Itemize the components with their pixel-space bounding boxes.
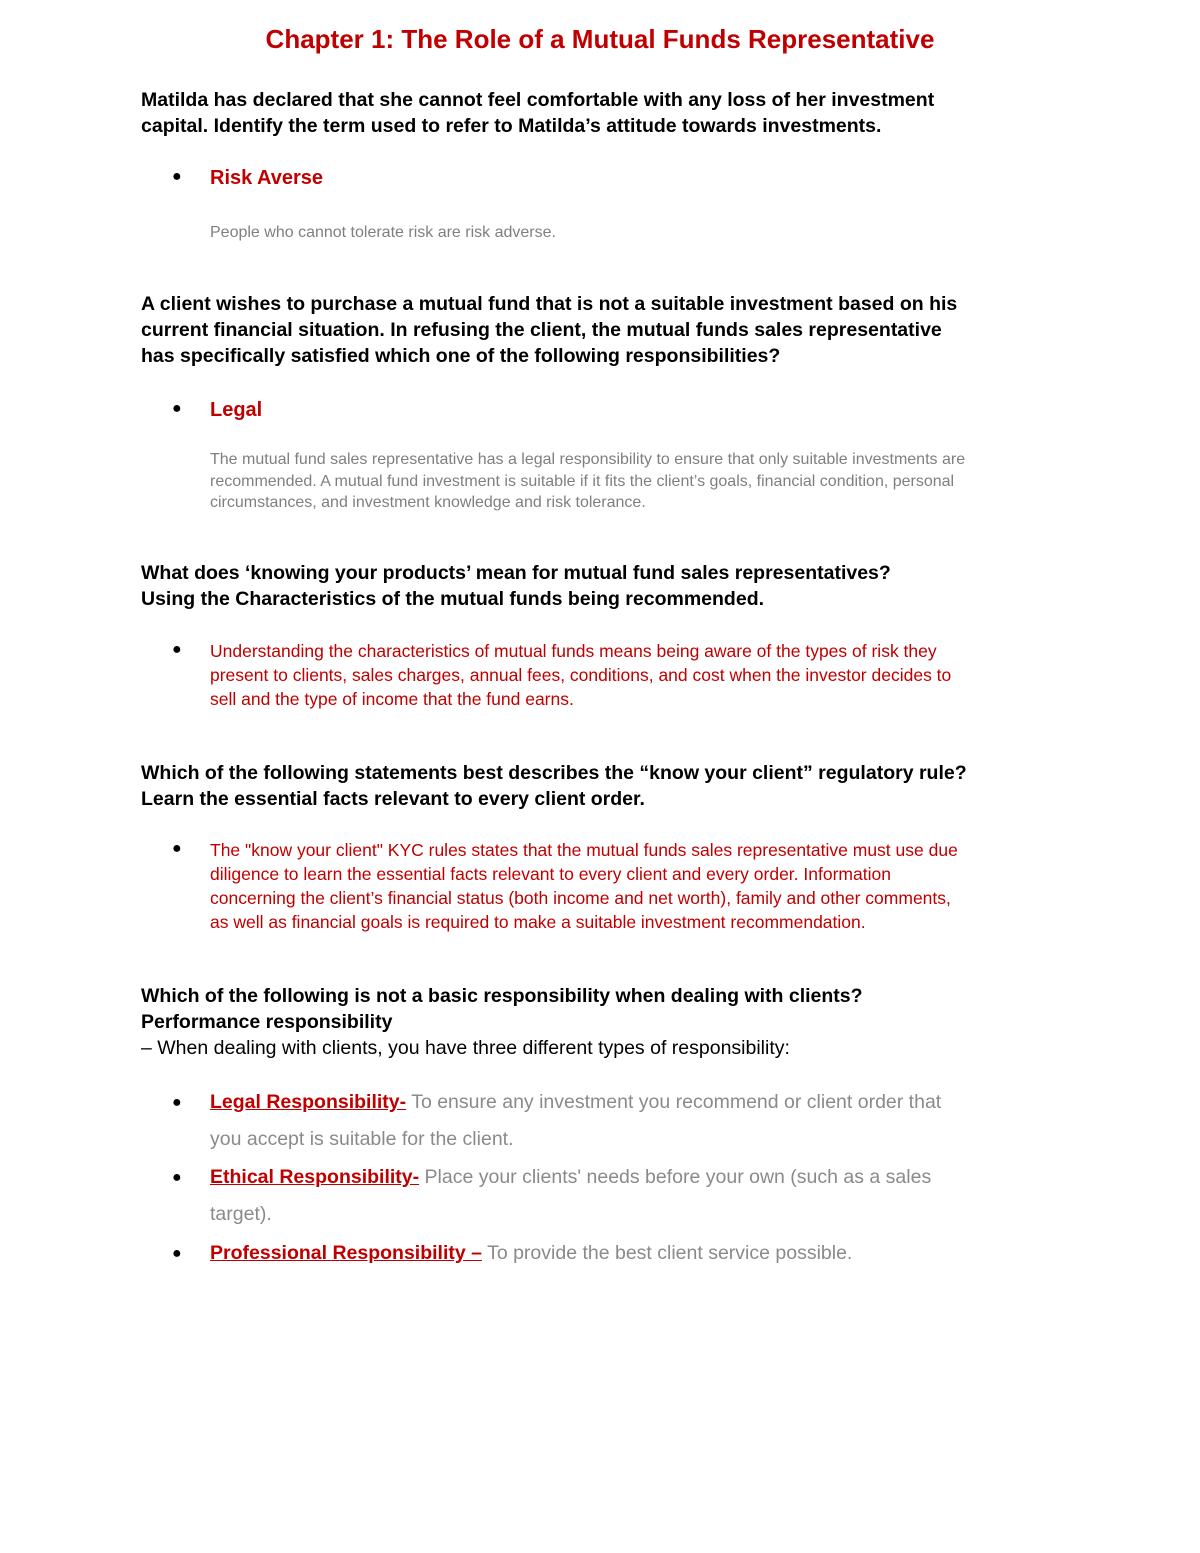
- answer-3-line-3: sell and the type of income that the fund earns.: [210, 689, 574, 709]
- answer-4-line-3: concerning the client’s financial status (both income and net worth), family and other comments,: [210, 888, 951, 908]
- explanation-2: [210, 449, 1060, 514]
- question-4-line-2: Learn the essential facts relevant to every client order.: [141, 788, 645, 810]
- bullet-icon: ●: [172, 1169, 182, 1186]
- bullet-icon: ●: [172, 1245, 182, 1262]
- bullet-icon: ●: [172, 168, 182, 185]
- responsibility-text: [210, 1084, 1060, 1158]
- answer-4-line-4: as well as financial goals is required to make a suitable investment recommendation.: [210, 912, 866, 932]
- responsibility-label: Ethical Responsibility-: [210, 1166, 420, 1188]
- bullet-icon: ●: [172, 1094, 182, 1111]
- question-3-line-2: Using the Characteristics of the mutual funds being recommended.: [141, 588, 765, 610]
- question-2-line-2: current financial situation. In refusing the client, the mutual funds sales representative: [141, 319, 942, 341]
- explanation-1: People who cannot tolerate risk are risk adverse.: [210, 224, 556, 241]
- question-3: [141, 560, 1071, 612]
- responsibility-label: Legal Responsibility-: [210, 1091, 407, 1113]
- question-1: [141, 87, 1071, 139]
- question-4-line-1: Which of the following statements best describes the “know your client” regulatory rule?: [141, 762, 967, 784]
- responsibility-text: [210, 1235, 1060, 1272]
- bullet-icon: ●: [172, 840, 182, 857]
- explanation-2-line-3: circumstances, and investment knowledge and risk tolerance.: [210, 494, 646, 511]
- answer-4-line-2: diligence to learn the essential facts relevant to every client and every order. Information: [210, 864, 891, 884]
- question-2: [141, 291, 1071, 369]
- answer-3-line-2: present to clients, sales charges, annual fees, conditions, and cost when the investor decides to: [210, 665, 952, 685]
- responsibility-desc: To provide the best client service possible.: [482, 1242, 853, 1264]
- question-1-line-2: capital. Identify the term used to refer to Matilda’s attitude towards investments.: [141, 115, 882, 137]
- question-2-line-3: has specifically satisfied which one of the following responsibilities?: [141, 345, 781, 367]
- bullet-icon: ●: [172, 641, 182, 658]
- explanation-2-line-2: recommended. A mutual fund investment is suitable if it fits the client’s goals, financial condition, personal: [210, 472, 955, 490]
- answer-4: [210, 838, 1060, 934]
- answer-3-line-1: Understanding the characteristics of mutual funds means being aware of the types of risk they: [210, 641, 937, 661]
- question-2-line-1: A client wishes to purchase a mutual fund that is not a suitable investment based on his: [141, 293, 958, 315]
- answer-3: [210, 639, 1060, 711]
- page-title: Chapter 1: The Role of a Mutual Funds Representative: [265, 24, 935, 54]
- question-3-line-1: What does ‘knowing your products’ mean for mutual fund sales representatives?: [141, 562, 891, 584]
- question-4: [141, 760, 1071, 812]
- responsibility-label: Professional Responsibility –: [210, 1242, 482, 1264]
- responsibility-desc: To ensure any investment you recommend or client order that: [406, 1091, 942, 1113]
- question-5-line-2: Performance responsibility: [141, 1011, 393, 1033]
- responsibility-desc-cont: you accept is suitable for the client.: [210, 1128, 514, 1150]
- explanation-2-line-1: The mutual fund sales representative has a legal responsibility to ensure that only suitable investments are: [210, 451, 966, 468]
- responsibility-desc: Place your clients' needs before your own (such as a sales: [419, 1166, 932, 1188]
- question-5-line-1: Which of the following is not a basic responsibility when dealing with clients?: [141, 985, 863, 1007]
- bullet-icon: ●: [172, 400, 182, 417]
- answer-4-line-1: The "know your client" KYC rules states that the mutual funds sales representative must use due: [210, 840, 958, 860]
- answer-2: Legal: [210, 399, 263, 421]
- responsibility-text: [210, 1159, 1060, 1233]
- answer-1: Risk Averse: [210, 167, 324, 189]
- question-5-intro: – When dealing with clients, you have three different types of responsibility:: [141, 1037, 790, 1059]
- question-1-line-1: Matilda has declared that she cannot feel comfortable with any loss of her investment: [141, 89, 935, 111]
- question-5: [141, 983, 1071, 1061]
- responsibility-desc-cont: target).: [210, 1203, 272, 1225]
